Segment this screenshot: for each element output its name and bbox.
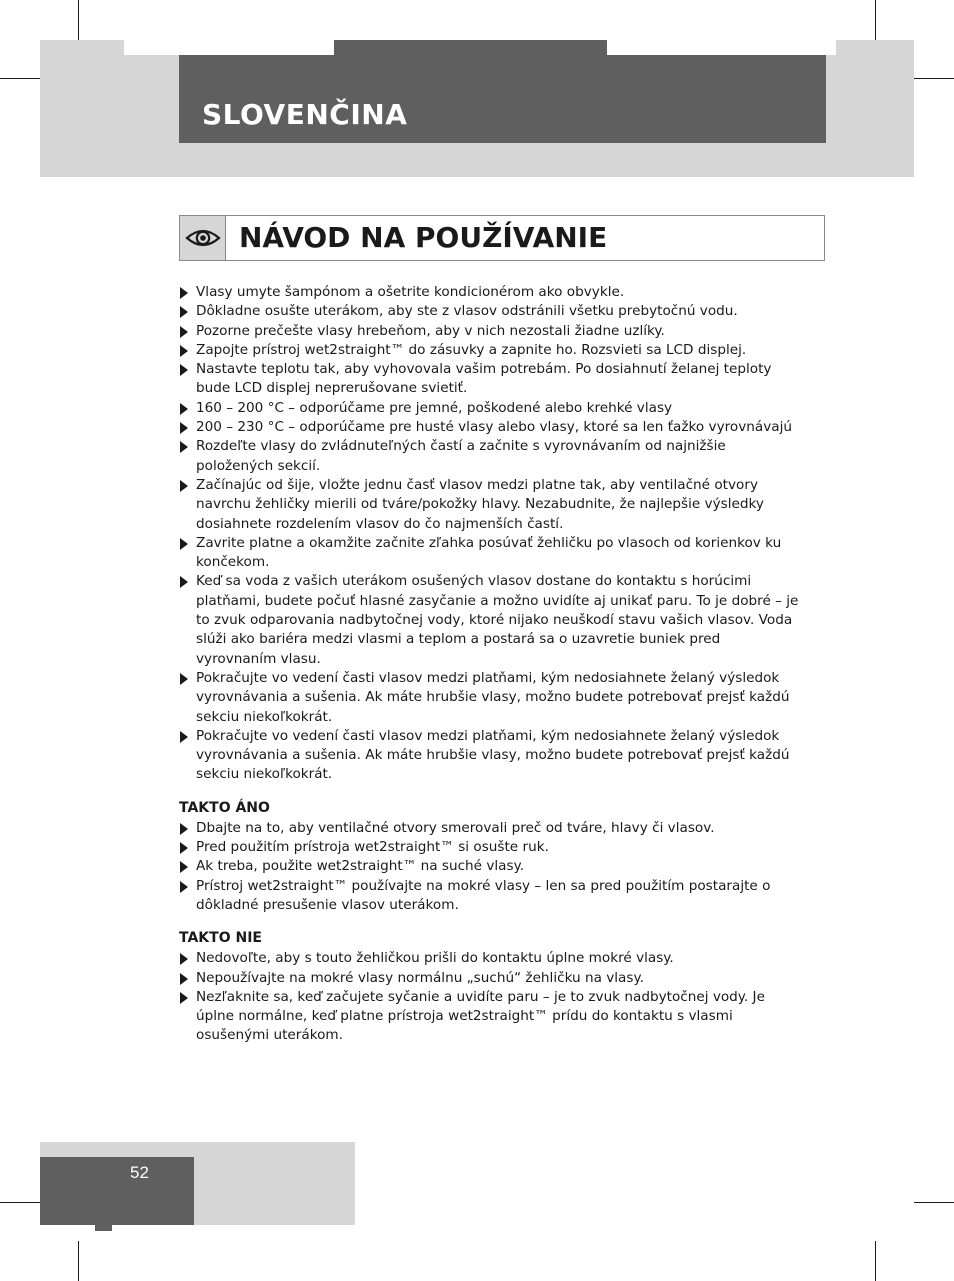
list-item: Dbajte na to, aby ventilačné otvory smerovali preč od tváre, hlavy či vlasov.	[179, 819, 804, 838]
language-title: SLOVENČINA	[202, 98, 408, 131]
crop-mark	[0, 78, 40, 79]
dont-list	[179, 949, 804, 1045]
content	[179, 283, 804, 1046]
page-number: 52	[130, 1163, 149, 1182]
do-list	[179, 819, 804, 915]
list-item: Pozorne prečešte vlasy hrebeňom, aby v nich nezostali žiadne uzlíky.	[179, 322, 804, 341]
list-item: 160 – 200 °C – odporúčame pre jemné, poškodené alebo krehké vlasy	[179, 399, 804, 418]
crop-mark	[0, 1202, 40, 1203]
list-item: Ak treba, použite wet2straight™ na suché vlasy.	[179, 857, 804, 876]
header-tab	[334, 40, 607, 56]
footer-page-tab	[40, 1157, 194, 1225]
list-item: 200 – 230 °C – odporúčame pre husté vlasy alebo vlasy, ktoré sa len ťažko vyrovnávajú	[179, 418, 804, 437]
header-notch-left	[40, 40, 124, 56]
footer-tick	[95, 1225, 112, 1231]
list-item: Nepoužívajte na mokré vlasy normálnu „suchú“ žehličku na vlasy.	[179, 969, 804, 988]
crop-mark	[78, 1241, 79, 1281]
list-item: Nedovoľte, aby s touto žehličkou prišli do kontaktu úplne mokré vlasy.	[179, 949, 804, 968]
list-item: Rozdeľte vlasy do zvládnuteľných častí a začnite s vyrovnávaním od najnižšie položených sekcií.	[179, 437, 804, 476]
list-item: Zapojte prístroj wet2straight™ do zásuvky a zapnite ho. Rozsvieti sa LCD displej.	[179, 341, 804, 360]
eye-icon-cell	[180, 216, 226, 260]
crop-mark	[914, 1202, 954, 1203]
list-item: Nezľaknite sa, keď začujete syčanie a uvidíte paru – je to zvuk nadbytočnej vody. Je úplne normálne, keď platne prístroja wet2straight™ prídu do kontaktu s vlasmi osušenými uterákom.	[179, 988, 804, 1046]
do-heading: TAKTO ÁNO	[179, 799, 270, 816]
section-title: NÁVOD NA POUŽÍVANIE	[239, 221, 608, 254]
list-item: Nastavte teplotu tak, aby vyhovovala vašim potrebám. Po dosiahnutí želanej teploty bude LCD displej neprerušovane svietiť.	[179, 360, 804, 399]
header-notch-right	[836, 40, 914, 56]
list-item: Začínajúc od šije, vložte jednu časť vlasov medzi platne tak, aby ventilačné otvory navrchu žehličky mierili od tváre/pokožky hlavy. Nezabudnite, že najlepšie výsledky dosiahnete rozdelením vlasov do čo najmenších častí.	[179, 476, 804, 534]
dont-heading: TAKTO NIE	[179, 930, 262, 947]
crop-mark	[875, 1241, 876, 1281]
list-item: Prístroj wet2straight™ používajte na mokré vlasy – len sa pred použitím postarajte o dôkladné presušenie vlasov uterákom.	[179, 877, 804, 916]
list-item: Dôkladne osušte uterákom, aby ste z vlasov odstránili všetku prebytočnú vodu.	[179, 302, 804, 321]
list-item: Zavrite platne a okamžite začnite zľahka posúvať žehličku po vlasoch od korienkov ku končekom.	[179, 534, 804, 573]
list-item: Keď sa voda z vašich uterákom osušených vlasov dostane do kontaktu s horúcimi platňami, budete počuť hlasné zasyčanie a možno uvidíte aj unikať paru. To je dobré – je to zvuk odparovania nadbytočnej vody, ktoré nijako neuškodí stavu vašich vlasov. Voda slúži ako bariéra medzi vlasmi a teplom a postará sa o uzavretie buniek pred vyrovnaním vlasu.	[179, 572, 804, 668]
crop-mark	[914, 78, 954, 79]
crop-mark	[875, 0, 876, 40]
eye-icon	[185, 227, 221, 249]
section-title-box	[179, 215, 825, 261]
list-item: Pokračujte vo vedení časti vlasov medzi platňami, kým nedosiahnete želaný výsledok vyrovnávania a sušenia. Ak máte hrubšie vlasy, možno budete potrebovať prejsť každú sekciu niekoľkokrát.	[179, 727, 804, 785]
list-item: Vlasy umyte šampónom a ošetrite kondicionérom ako obvykle.	[179, 283, 804, 302]
crop-mark	[78, 0, 79, 40]
instruction-list	[179, 283, 804, 785]
list-item: Pokračujte vo vedení časti vlasov medzi platňami, kým nedosiahnete želaný výsledok vyrovnávania a sušenia. Ak máte hrubšie vlasy, možno budete potrebovať prejsť každú sekciu niekoľkokrát.	[179, 669, 804, 727]
list-item: Pred použitím prístroja wet2straight™ si osušte ruk.	[179, 838, 804, 857]
